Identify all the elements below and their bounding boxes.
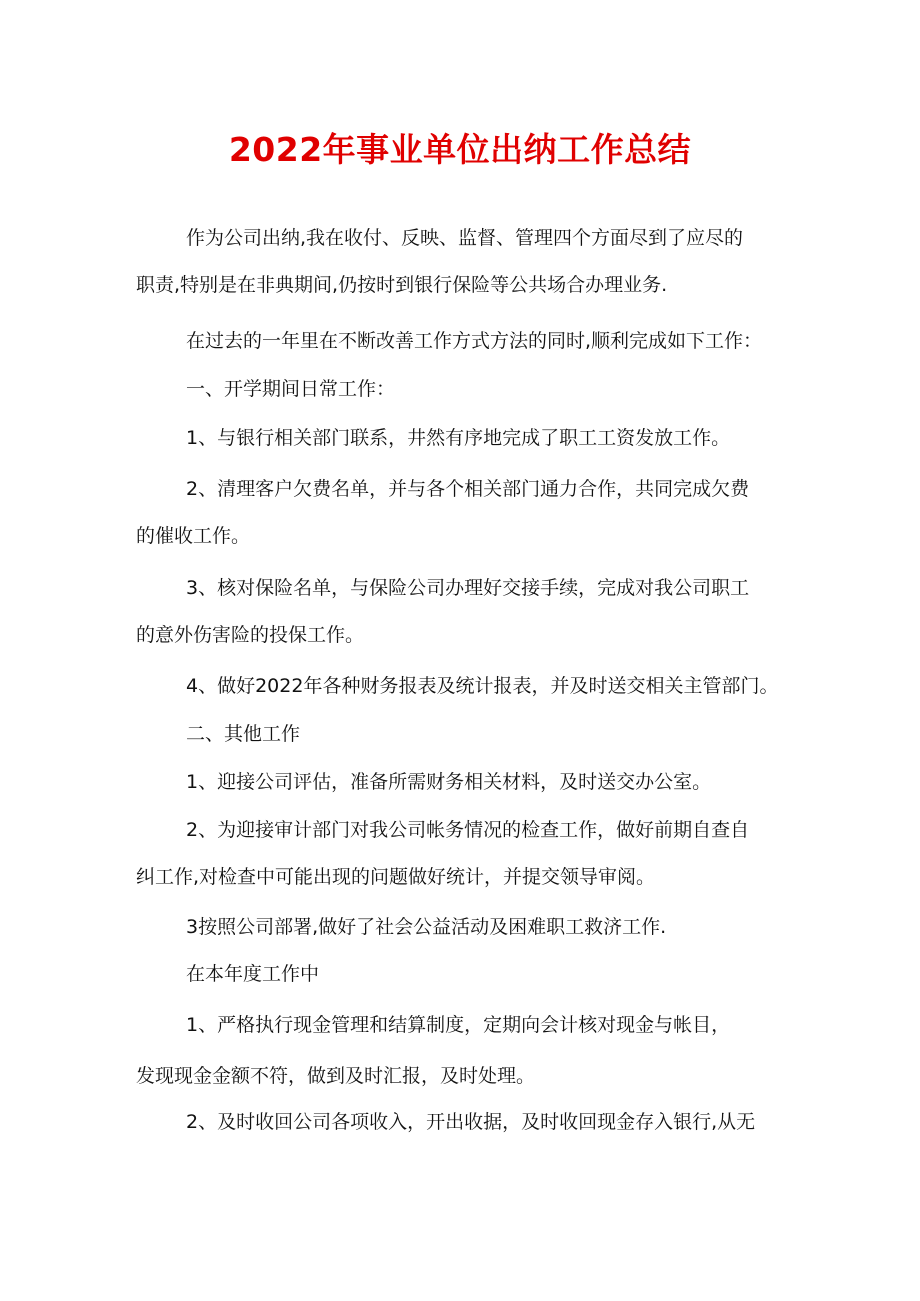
list-item [136, 674, 792, 698]
text-line: 一、开学期间日常工作： [186, 378, 396, 400]
text-line: 2、清理客户欠费名单，并与各个相关部门通力合作，共同完成欠费 [186, 478, 750, 500]
list-item [136, 1013, 792, 1088]
list-item [136, 770, 792, 794]
text-line: 1、与银行相关部门联系，井然有序地完成了职工工资发放工作。 [186, 427, 731, 449]
text-line: 2、及时收回公司各项收入，开出收据，及时收回现金存入银行,从无 [186, 1111, 756, 1133]
text-line: 发现现金金额不符，做到及时汇报，及时处理。 [136, 1065, 536, 1087]
text-line: 职责,特别是在非典期间,仍按时到银行保险等公共场合办理业务. [136, 274, 668, 296]
document-title: 2022年事业单位出纳工作总结 [228, 130, 692, 169]
list-item [136, 818, 792, 889]
text-line: 纠工作,对检查中可能出现的问题做好统计，并提交领导审阅。 [136, 866, 656, 888]
text-line: 1、迎接公司评估，准备所需财务相关材料，及时送交办公室。 [186, 771, 712, 793]
list-item [136, 426, 792, 450]
list-item [136, 1110, 792, 1134]
text-line: 的催收工作。 [136, 525, 251, 547]
list-item [136, 576, 792, 647]
section-heading-this-year [136, 962, 792, 986]
text-line: 在过去的一年里在不断改善工作方式方法的同时,顺利完成如下工作： [186, 330, 763, 352]
text-line: 二、其他工作 [186, 723, 301, 745]
paragraph-intro [136, 329, 792, 353]
text-line: 3、核对保险名单，与保险公司办理好交接手续，完成对我公司职工 [186, 577, 750, 599]
section-heading-daily-work [136, 377, 792, 401]
text-line: 4、做好2022年各种财务报表及统计报表，并及时送交相关主管部门。 [186, 675, 779, 697]
text-line: 2、为迎接审计部门对我公司帐务情况的检查工作，做好前期自查自 [186, 819, 750, 841]
list-item [136, 915, 792, 939]
text-line: 在本年度工作中 [186, 963, 320, 985]
text-line: 作为公司出纳,我在收付、反映、监督、管理四个方面尽到了应尽的 [186, 227, 744, 249]
section-heading-other-work [136, 722, 792, 746]
text-line: 的意外伤害险的投保工作。 [136, 624, 365, 646]
text-line: 1、严格执行现金管理和结算制度，定期向会计核对现金与帐目， [186, 1014, 731, 1036]
paragraph-cashier-duties [136, 226, 792, 297]
list-item [136, 477, 792, 548]
text-line: 3按照公司部署,做好了社会公益活动及困难职工救济工作. [186, 916, 667, 938]
